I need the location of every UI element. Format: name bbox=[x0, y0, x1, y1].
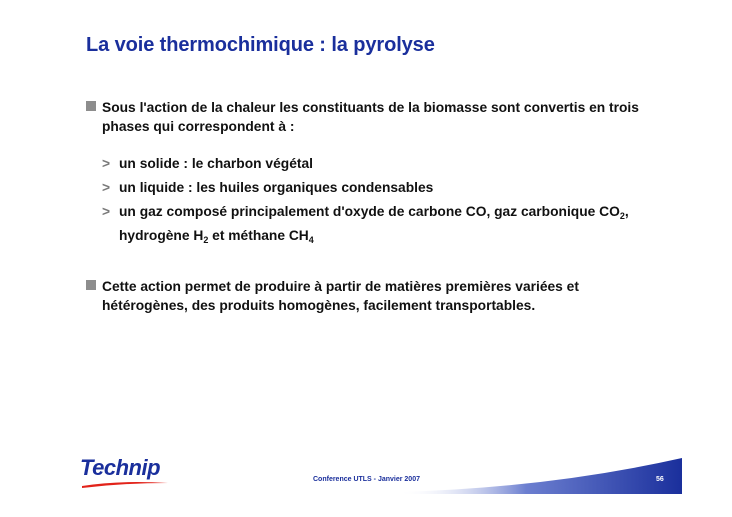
arrow-bullet-icon: > bbox=[102, 204, 111, 219]
bullet-text: Sous l'action de la chaleur les constituants de la biomasse sont convertis en trois phases qui correspondent à : bbox=[102, 100, 639, 134]
technip-logo bbox=[80, 455, 172, 489]
sub-bullet-text: un solide : le charbon végétal bbox=[119, 156, 313, 171]
bullet-item-1 bbox=[86, 98, 662, 136]
arrow-bullet-icon: > bbox=[102, 156, 111, 171]
slide-title: La voie thermochimique : la pyrolyse bbox=[86, 34, 435, 56]
page-number: 56 bbox=[656, 476, 664, 483]
sub-bullet-solid bbox=[102, 154, 679, 173]
logo-swoosh-icon bbox=[80, 479, 172, 489]
logo-text: Technip bbox=[80, 455, 161, 480]
bullet-text: Cette action permet de produire à partir de matières premières variées et hétérogènes, des produits homogènes, facilement transportables. bbox=[102, 279, 579, 313]
gas-text-part2: , hydrogène H bbox=[119, 204, 629, 243]
square-bullet-icon bbox=[86, 280, 96, 290]
footer-wedge bbox=[398, 458, 682, 494]
arrow-bullet-icon: > bbox=[102, 180, 111, 195]
bullet-item-2 bbox=[86, 277, 662, 315]
gas-text-part3: et méthane CH bbox=[208, 228, 309, 243]
sub-bullet-gas bbox=[102, 202, 679, 250]
square-bullet-icon bbox=[86, 101, 96, 111]
sub-bullet-text: un liquide : les huiles organiques condensables bbox=[119, 180, 434, 195]
sub-bullet-text bbox=[102, 202, 679, 250]
gas-text-part1: un gaz composé principalement d'oxyde de carbone CO, gaz carbonique CO bbox=[119, 204, 620, 219]
footer-conference: Conference UTLS - Janvier 2007 bbox=[313, 476, 420, 483]
sub-bullet-liquid bbox=[102, 178, 679, 197]
subscript-4: 4 bbox=[308, 235, 314, 245]
subscript-2: 2 bbox=[619, 211, 625, 221]
subscript-2: 2 bbox=[203, 235, 209, 245]
